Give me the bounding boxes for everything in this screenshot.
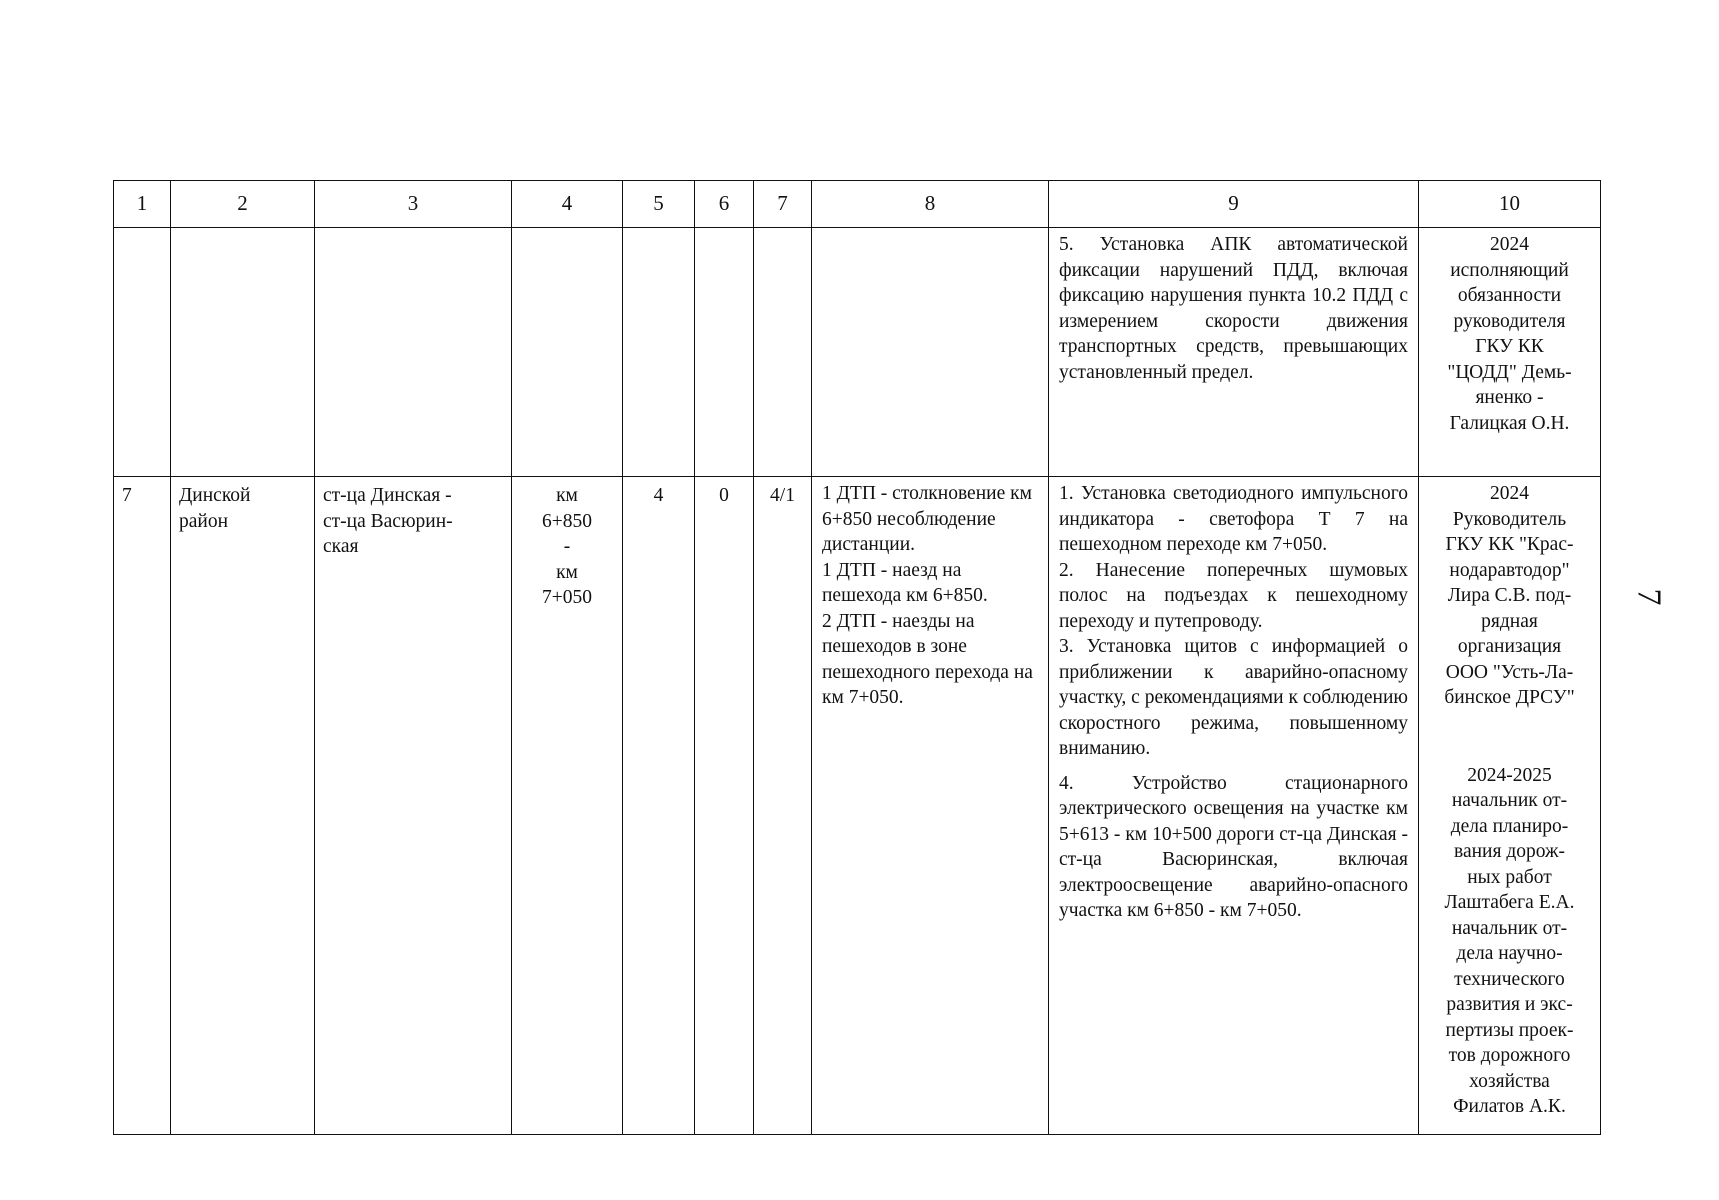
responsible-line: руководителя	[1453, 310, 1566, 332]
responsible-line: начальник от-	[1451, 917, 1568, 939]
responsible-line: исполняющий	[1450, 259, 1569, 281]
responsible-line: 2024	[1490, 234, 1529, 255]
empty-cell	[171, 228, 315, 477]
header-cell: 5	[623, 181, 695, 228]
measure-entry: 4. Устройство стационарного электрического освещения на участке км 5+613 - км 10+500 дороги ст-ца Динская - ст-ца Васюринская, включая электроосвещение аварийно-опасного участка км 6+850 - км 7+050.	[1059, 772, 1408, 921]
accident-entry: 1 ДТП - наезд на пешехода км 6+850.	[822, 559, 988, 606]
district-line: район	[179, 510, 229, 532]
count-cell: 4	[623, 477, 695, 1135]
responsible-line: 2024-2025	[1467, 764, 1552, 786]
empty-cell	[114, 228, 171, 477]
empty-cell	[315, 228, 512, 477]
header-cell: 6	[695, 181, 754, 228]
responsible-line: технического	[1454, 968, 1565, 990]
empty-cell	[812, 228, 1049, 477]
header-cell: 4	[512, 181, 623, 228]
header-cell: 9	[1049, 181, 1419, 228]
responsible-line: Филатов А.К.	[1453, 1096, 1566, 1117]
district-cell	[171, 477, 315, 1135]
responsible-line: дела планиро-	[1450, 815, 1569, 837]
accidents-cell	[812, 477, 1049, 1135]
header-cell: 10	[1419, 181, 1601, 228]
responsible-line: ООО "Усть-Ла-	[1445, 661, 1574, 683]
responsible-line: ных работ	[1467, 866, 1552, 888]
km-line: -	[563, 536, 571, 557]
responsible-cell	[1419, 477, 1601, 1135]
spacer	[1425, 737, 1594, 763]
measure-cell: 5. Установка АПК автоматической фиксации нарушений ПДД, включая фиксацию нарушения пункта 10.2 ПДД с измерением скорости движения транспортных средств, превышающих установленный предел.	[1049, 228, 1419, 477]
responsible-line: ГКУ КК "Крас-	[1445, 534, 1574, 555]
header-cell: 1	[114, 181, 171, 228]
table-row	[114, 477, 1601, 1135]
count-cell: 0	[695, 477, 754, 1135]
measure-entry: 2. Нанесение поперечных шумовых полос на подъездах к пешеходному переходу и путепроводу.	[1059, 559, 1408, 632]
accident-entry: 2 ДТП - наезды на пешеходов в зоне пешеходного перехода на км 7+050.	[822, 610, 1033, 708]
responsible-line: Галицкая О.Н.	[1449, 412, 1570, 434]
measure-entry: 1. Установка светодиодного импульсного индикатора - светофора Т 7 на пешеходном переходе км 7+050.	[1059, 483, 1408, 555]
responsible-line: дела научно-	[1456, 943, 1563, 964]
responsible-line: начальник от-	[1451, 790, 1568, 811]
road-line: ст-ца Динская -	[323, 485, 452, 506]
responsible-line: Лаштабега Е.А.	[1444, 892, 1575, 913]
responsible-line: хозяйства	[1469, 1070, 1550, 1092]
responsible-line: Руководитель	[1452, 508, 1567, 530]
measures-cell	[1049, 477, 1419, 1135]
measure-entry: 3. Установка щитов с информацией о приближении к аварийно-опасному участку, с рекомендациями к соблюдению скоростного режима, повышенному вниманию.	[1059, 636, 1408, 759]
responsible-line: ГКУ КК	[1475, 336, 1544, 357]
header-cell: 8	[812, 181, 1049, 228]
responsible-line: пертизы проек-	[1445, 1019, 1574, 1041]
road-line: ская	[323, 536, 359, 557]
district-line: Динской	[179, 485, 251, 506]
responsible-line: развития и экс-	[1446, 994, 1573, 1015]
empty-cell	[754, 228, 812, 477]
header-cell: 3	[315, 181, 512, 228]
km-line: км	[556, 485, 578, 506]
empty-cell	[512, 228, 623, 477]
header-row	[114, 181, 1601, 228]
road-cell	[315, 477, 512, 1135]
empty-cell	[623, 228, 695, 477]
responsible-line: 2024	[1490, 483, 1529, 504]
responsible-cell	[1419, 228, 1601, 477]
responsible-line: обязанности	[1457, 285, 1562, 306]
count-cell: 4/1	[754, 477, 812, 1135]
responsible-line: организация	[1457, 636, 1562, 657]
km-cell	[512, 477, 623, 1135]
header-cell: 7	[754, 181, 812, 228]
responsible-line: нодаравтодор"	[1449, 559, 1570, 581]
data-table	[113, 180, 1601, 1135]
responsible-line: Лира С.В. под-	[1447, 585, 1572, 606]
km-line: км	[556, 561, 578, 583]
responsible-line: вания дорож-	[1454, 841, 1565, 862]
row-number: 7	[114, 477, 171, 1135]
empty-cell	[695, 228, 754, 477]
responsible-line: тов дорожного	[1448, 1045, 1571, 1066]
km-line: 6+850	[542, 510, 592, 532]
responsible-line: рядная	[1481, 610, 1538, 632]
responsible-line: "ЦОДД" Демь-	[1447, 361, 1572, 383]
accident-entry: 1 ДТП - столкновение км 6+850 несоблюдение дистанции.	[822, 483, 1032, 555]
responsible-line: бинское ДРСУ"	[1444, 687, 1575, 708]
table-row	[114, 228, 1601, 477]
spacer	[1425, 711, 1594, 737]
header-cell: 2	[171, 181, 315, 228]
road-line: ст-ца Васюрин-	[323, 510, 453, 532]
km-line: 7+050	[542, 587, 592, 608]
responsible-line: яненко -	[1475, 387, 1544, 408]
page-number: 7	[1630, 588, 1668, 606]
